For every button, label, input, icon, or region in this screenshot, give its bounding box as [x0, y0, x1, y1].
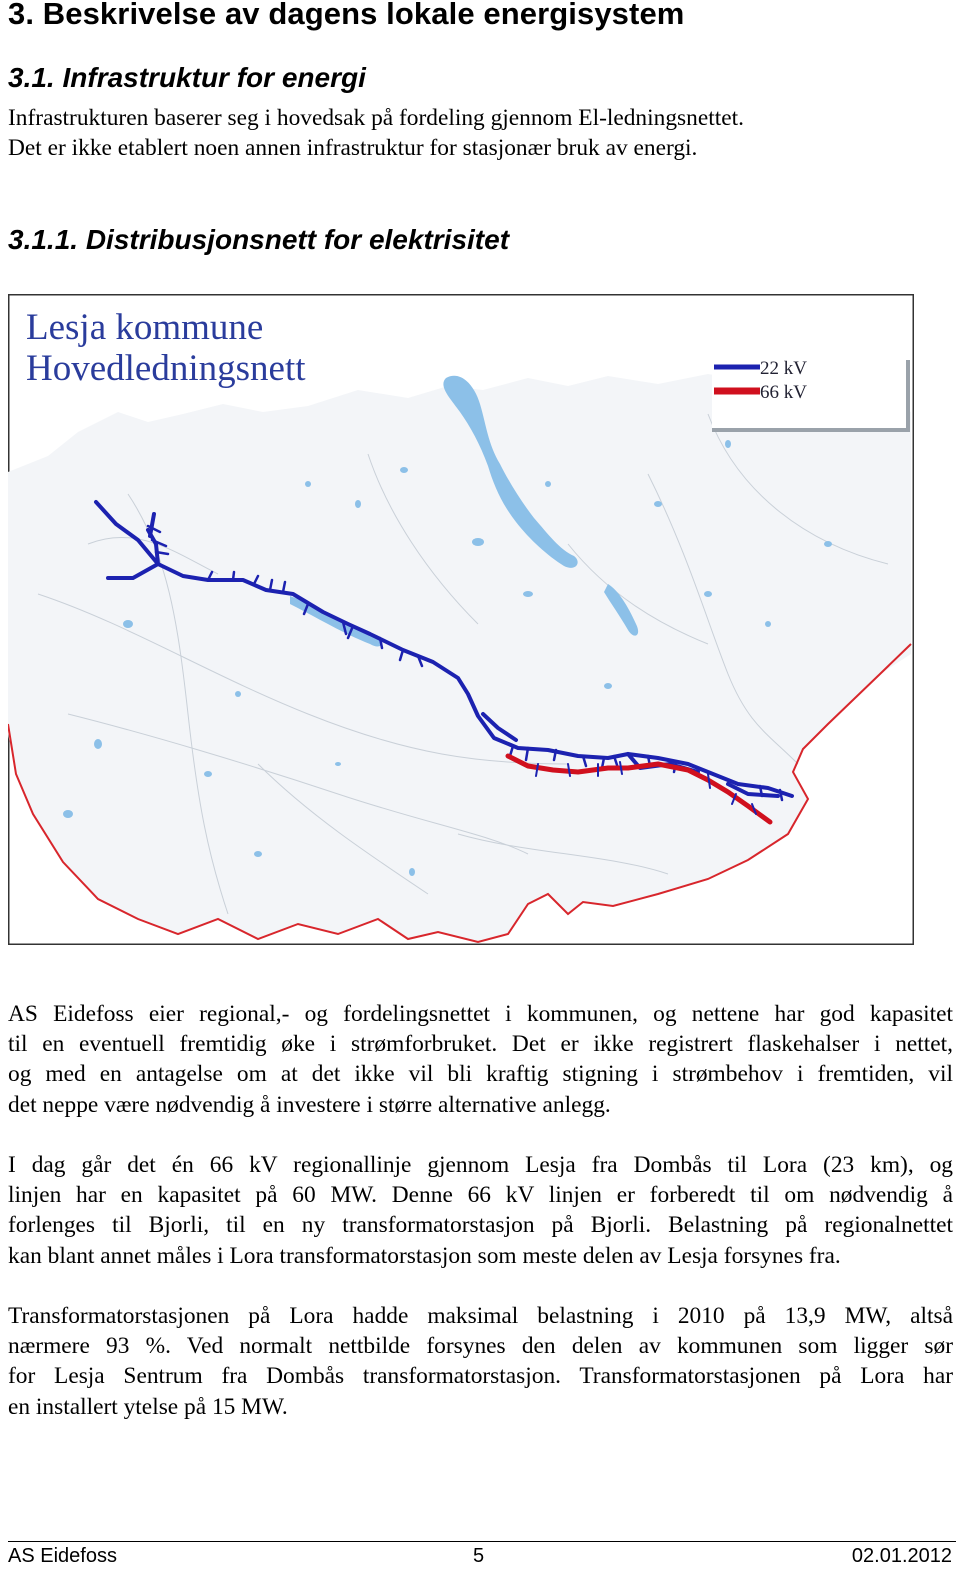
text-line: for Lesja Sentrum fra Dombås transformatorstasjon. Transformatorstasjonen på Lora har — [8, 1363, 953, 1390]
text-line: nærmere 93 %. Ved normalt nettbilde forsynes den delen av kommunen som ligger sør — [8, 1333, 953, 1360]
text-line: linjen har en kapasitet på 60 MW. Denne 66 kV linjen er forberedt til om nødvendig å — [8, 1182, 953, 1209]
subsection-heading: 3.1. Infrastruktur for energi — [8, 62, 366, 93]
intro-paragraph — [8, 103, 953, 163]
footer-rule — [8, 1541, 956, 1542]
text-line: Transformatorstasjonen på Lora hadde maksimal belastning i 2010 på 13,9 MW, altså — [8, 1303, 953, 1329]
footer-company: AS Eidefoss — [8, 1545, 117, 1567]
text-line: forlenges til Bjorli, til en ny transformatorstasjon på Bjorli. Belastning på regionalnettet — [8, 1212, 953, 1239]
text-line: I dag går det én 66 kV regionallinje gjennom Lesja fra Dombås til Lora (23 km), og — [8, 1152, 953, 1178]
paragraph-1 — [8, 999, 953, 1120]
text-line: Infrastrukturen baserer seg i hovedsak på fordeling gjennom El-ledningsnettet. — [8, 105, 744, 131]
paragraph-3 — [8, 1301, 953, 1422]
text-line: AS Eidefoss eier regional,- og fordelingsnettet i kommunen, og nettene har god kapasitet — [8, 1001, 953, 1027]
text-line: det neppe være nødvendig å investere i større alternative anlegg. — [8, 1091, 611, 1118]
footer-page-number: 5 — [473, 1545, 485, 1567]
text-line: og med en antagelse om at det ikke vil bli kraftig stigning i strømbehov i fremtiden, vil — [8, 1061, 953, 1088]
text-line: kan blant annet måles i Lora transformatorstasjon som meste delen av Lesja forsynes fra. — [8, 1242, 841, 1269]
legend-label-66kv: 66 kV — [760, 382, 807, 403]
text-line: Det er ikke etablert noen annen infrastruktur for stasjonær bruk av energi. — [8, 135, 698, 162]
section-heading: 3. Beskrivelse av dagens lokale energisystem — [8, 0, 685, 31]
grid-map — [8, 294, 914, 945]
paragraph-2 — [8, 1150, 953, 1271]
text-line: til en eventuell fremtidig øke i strømforbruket. Det er ikke registrert flaskehalser i nettet, — [8, 1031, 953, 1058]
legend-label-22kv: 22 kV — [760, 358, 807, 379]
subsubsection-heading: 3.1.1. Distribusjonsnett for elektrisitet — [8, 224, 510, 255]
map-title-line2: Hovedledningsnett — [26, 348, 306, 389]
map-title-line1: Lesja kommune — [26, 307, 264, 348]
footer-date: 02.01.2012 — [851, 1545, 952, 1567]
text-line: en installert ytelse på 15 MW. — [8, 1393, 288, 1420]
legend — [712, 350, 908, 430]
